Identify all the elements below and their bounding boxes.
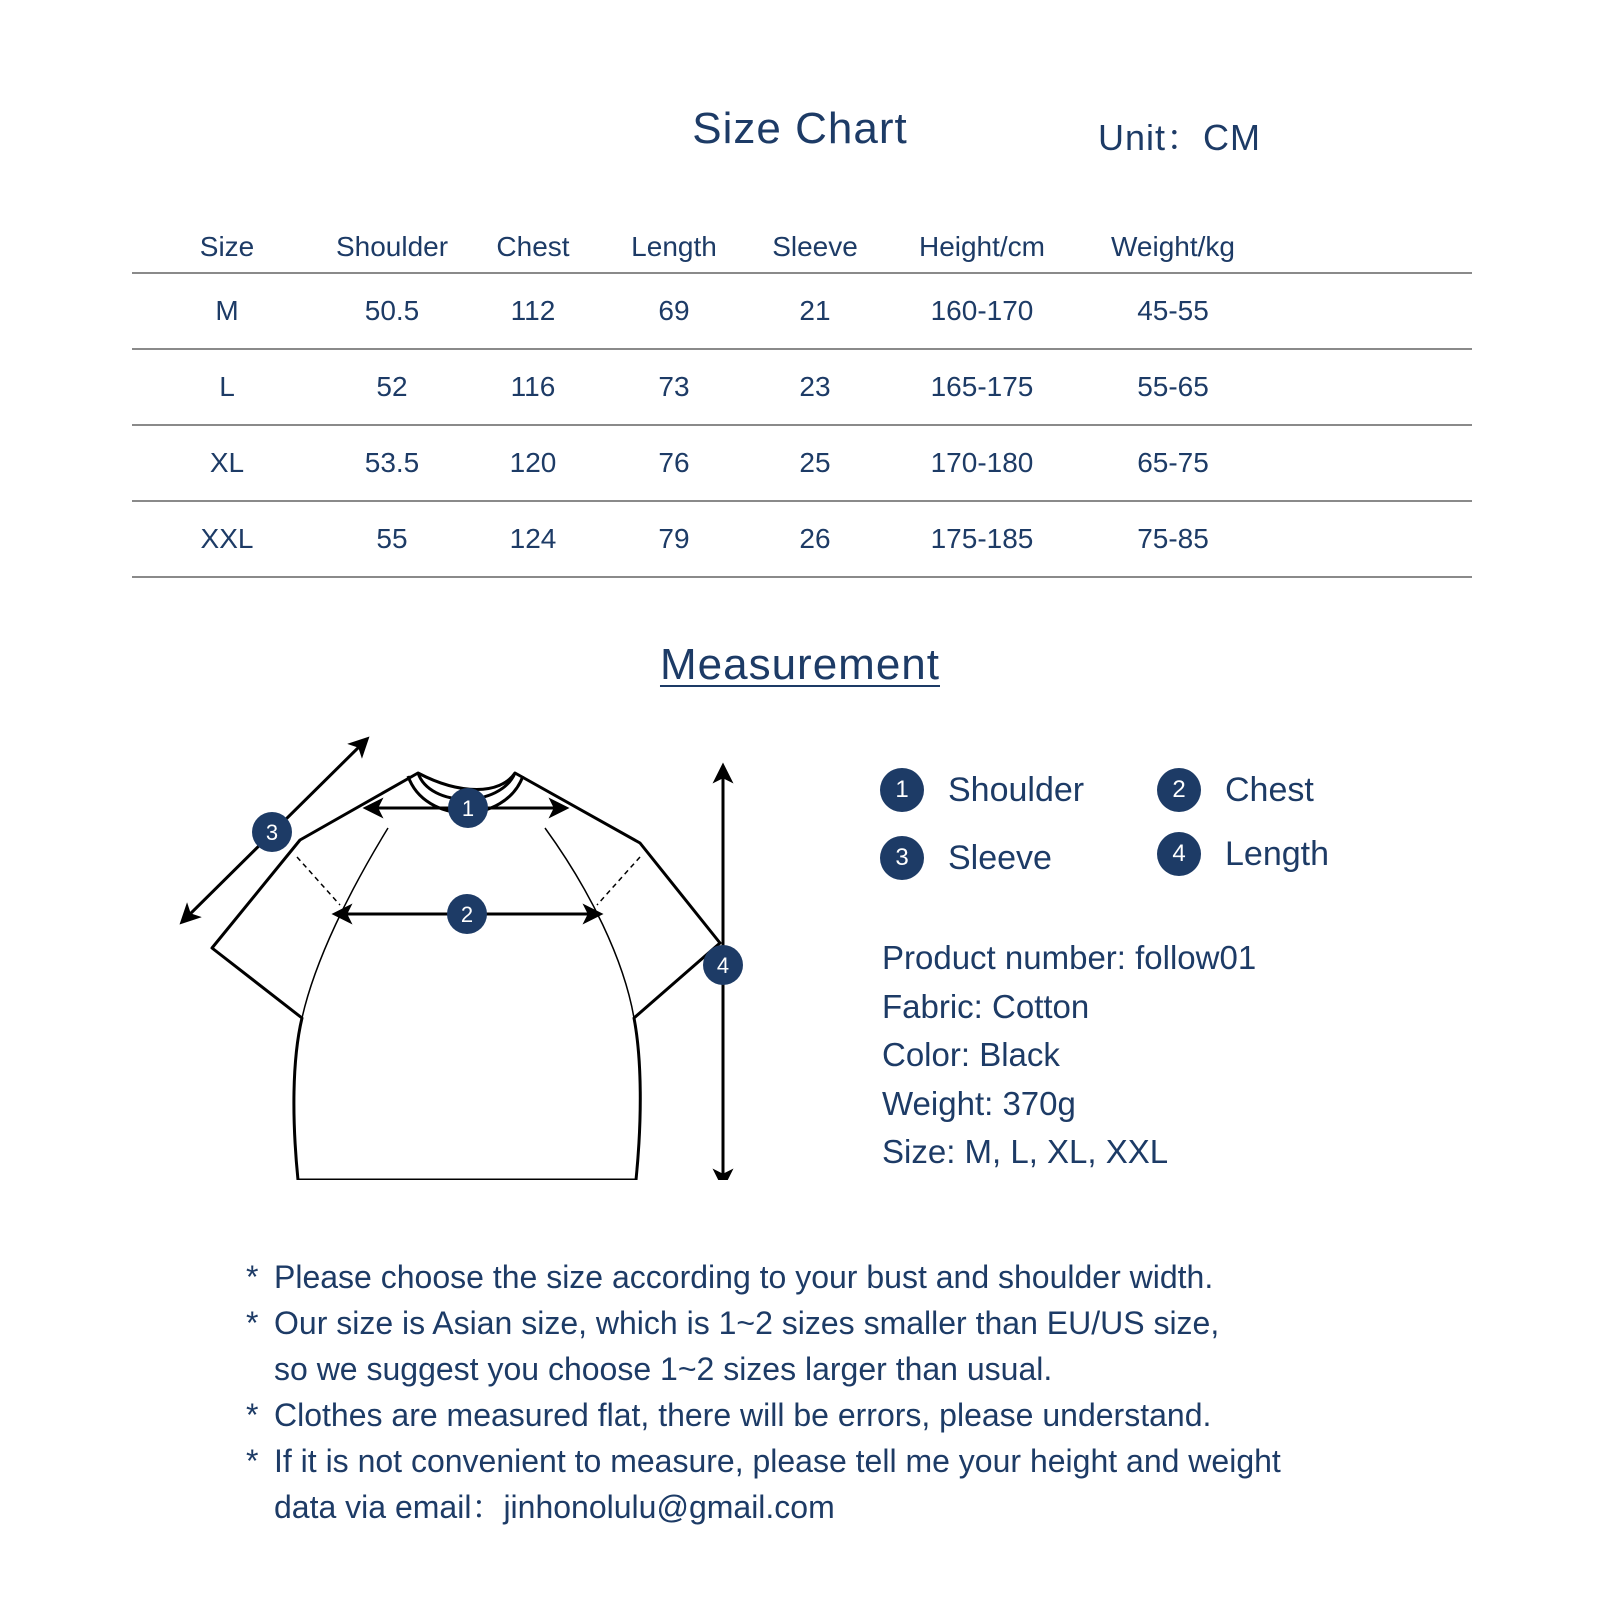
size-chart-title: Size Chart [692,104,908,153]
table-cell-spacer [1268,425,1472,501]
table-cell: 50.5 [322,273,462,349]
marker-2-number: 2 [460,902,474,927]
note-text: Clothes are measured flat, there will be errors, please understand. [274,1397,1212,1433]
product-fabric: Fabric: Cotton [882,987,1090,1025]
table-cell: 160-170 [886,273,1078,349]
table-cell: XXL [132,501,322,577]
table-cell: 170-180 [886,425,1078,501]
note-text: so we suggest you choose 1~2 sizes larger than usual. [274,1351,1053,1387]
table-cell: 124 [462,501,604,577]
legend-badge: 2 [1157,768,1201,812]
column-header-shoulder: Shoulder [322,222,462,273]
table-cell-spacer [1268,273,1472,349]
column-header-weight: Weight/kg [1078,222,1268,273]
marker-4 [703,945,743,985]
table-cell: 65-75 [1078,425,1268,501]
marker-4-number: 4 [716,953,730,978]
table-cell: 52 [322,349,462,425]
product-number: Product number: follow01 [882,939,1257,976]
table-cell: M [132,273,322,349]
table-cell: XL [132,425,322,501]
legend-item-length [1157,832,1329,876]
table-cell: 116 [462,349,604,425]
table-cell-spacer [1268,501,1472,577]
legend-badge: 1 [880,768,924,812]
note-text: Please choose the size according to your bust and shoulder width. [274,1259,1214,1295]
table-cell: 26 [744,501,886,577]
table-row [132,425,1472,501]
legend-label: Shoulder [948,770,1085,809]
legend-item-sleeve [880,836,1052,880]
legend-label: Length [1225,834,1329,873]
note-text: Our size is Asian size, which is 1~2 sizes smaller than EU/US size, [274,1305,1220,1341]
table-cell: 45-55 [1078,273,1268,349]
marker-2 [447,894,487,934]
table-header-row [132,222,1472,273]
table-cell: 55-65 [1078,349,1268,425]
column-header-sleeve: Sleeve [744,222,886,273]
note-text: If it is not convenient to measure, please tell me your height and weight [274,1443,1281,1479]
table-cell: 79 [604,501,744,577]
table-cell: 73 [604,349,744,425]
legend-badge: 4 [1157,832,1201,876]
tshirt-measurement-diagram [0,700,780,1180]
marker-3-number: 3 [265,820,279,845]
table-row [132,349,1472,425]
table-cell: 75-85 [1078,501,1268,577]
size-notes [246,1254,1566,1530]
table-row [132,501,1472,577]
measurement-title: Measurement [659,640,940,689]
note-item [246,1300,1566,1392]
product-weight: Weight: 370g [882,1084,1076,1122]
size-table [132,222,1472,578]
marker-1 [448,788,488,828]
legend-item-shoulder [880,768,1084,812]
note-item [246,1254,1566,1300]
table-cell: 21 [744,273,886,349]
unit-label: Unit：CM [1098,117,1262,158]
table-cell: 165-175 [886,349,1078,425]
note-bullet: * [246,1397,259,1433]
column-header-height: Height/cm [886,222,1078,273]
column-spacer [1268,222,1472,273]
table-cell: 25 [744,425,886,501]
table-cell-spacer [1268,349,1472,425]
table-cell: 175-185 [886,501,1078,577]
table-cell: 112 [462,273,604,349]
legend-badge: 3 [880,836,924,880]
note-bullet: * [246,1305,259,1341]
table-cell: 53.5 [322,425,462,501]
product-sizes: Size: M, L, XL, XXL [882,1133,1169,1170]
column-header-size: Size [132,222,322,273]
marker-1-number: 1 [461,796,475,821]
legend-label: Chest [1225,770,1314,809]
legend-label: Sleeve [948,838,1052,877]
note-text: data via email：jinhonolulu@gmail.com [274,1489,835,1525]
column-header-chest: Chest [462,222,604,273]
column-header-length: Length [604,222,744,273]
marker-3 [252,812,292,852]
table-cell: 69 [604,273,744,349]
table-row [132,273,1472,349]
note-bullet: * [246,1259,259,1295]
legend-item-chest [1157,768,1314,812]
product-specs [882,934,1256,1177]
measurement-legend [880,768,1440,888]
product-color: Color: Black [882,1036,1060,1073]
note-bullet: * [246,1443,259,1479]
table-cell: 120 [462,425,604,501]
note-item [246,1392,1566,1438]
table-cell: 23 [744,349,886,425]
table-cell: L [132,349,322,425]
note-item [246,1438,1566,1530]
table-cell: 55 [322,501,462,577]
table-cell: 76 [604,425,744,501]
